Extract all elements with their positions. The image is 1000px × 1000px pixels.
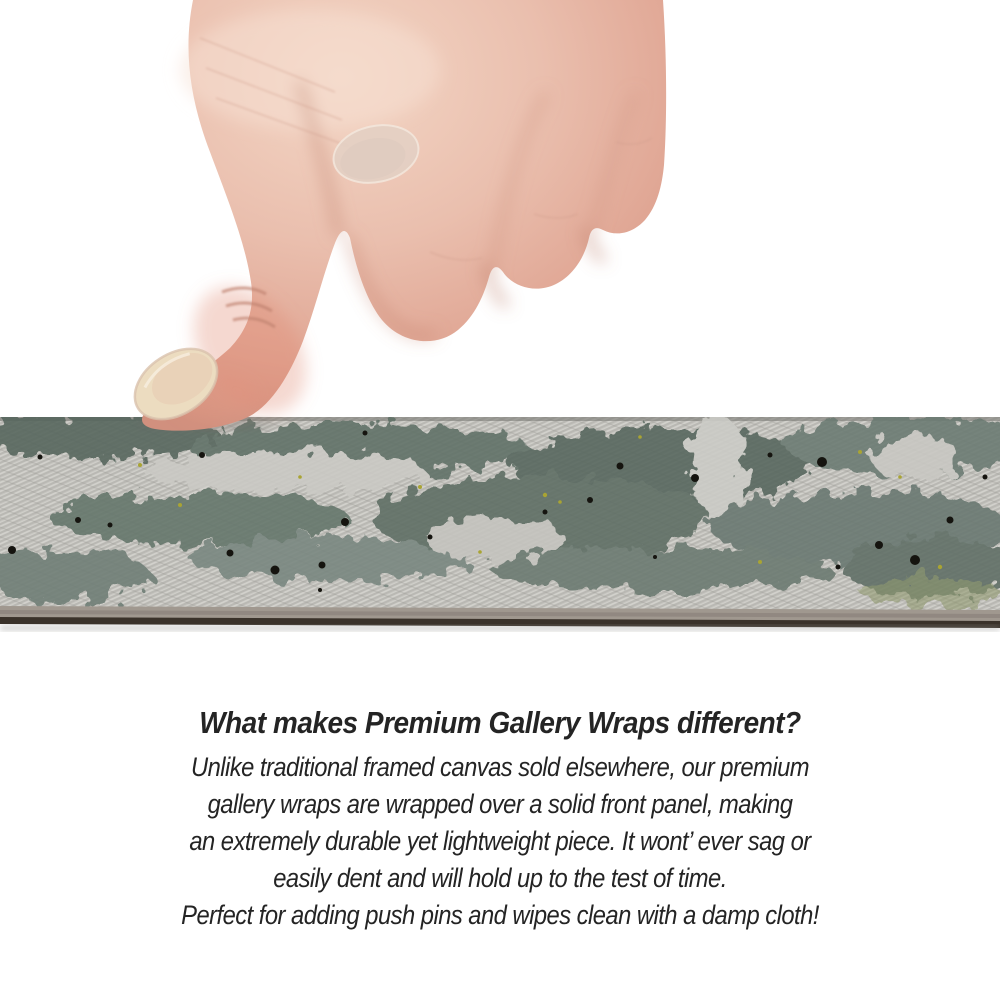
caption-heading: What makes Premium Gallery Wraps different? [199,705,801,740]
caption-line: an extremely durable yet lightweight piece. It wont’ ever sag or [189,826,811,856]
hand-photo [0,0,1000,440]
caption-line: Perfect for adding push pins and wipes clean with a damp cloth! [181,900,819,930]
caption-block [50,702,950,934]
canvas-edge-band [0,417,1000,637]
canvas-fold-edge [0,606,1000,631]
caption-line: Unlike traditional framed canvas sold elsewhere, our premium [190,752,810,782]
caption-line: gallery wraps are wrapped over a solid front panel, making [207,789,793,819]
caption-line: easily dent and will hold up to the test of time. [273,863,727,893]
